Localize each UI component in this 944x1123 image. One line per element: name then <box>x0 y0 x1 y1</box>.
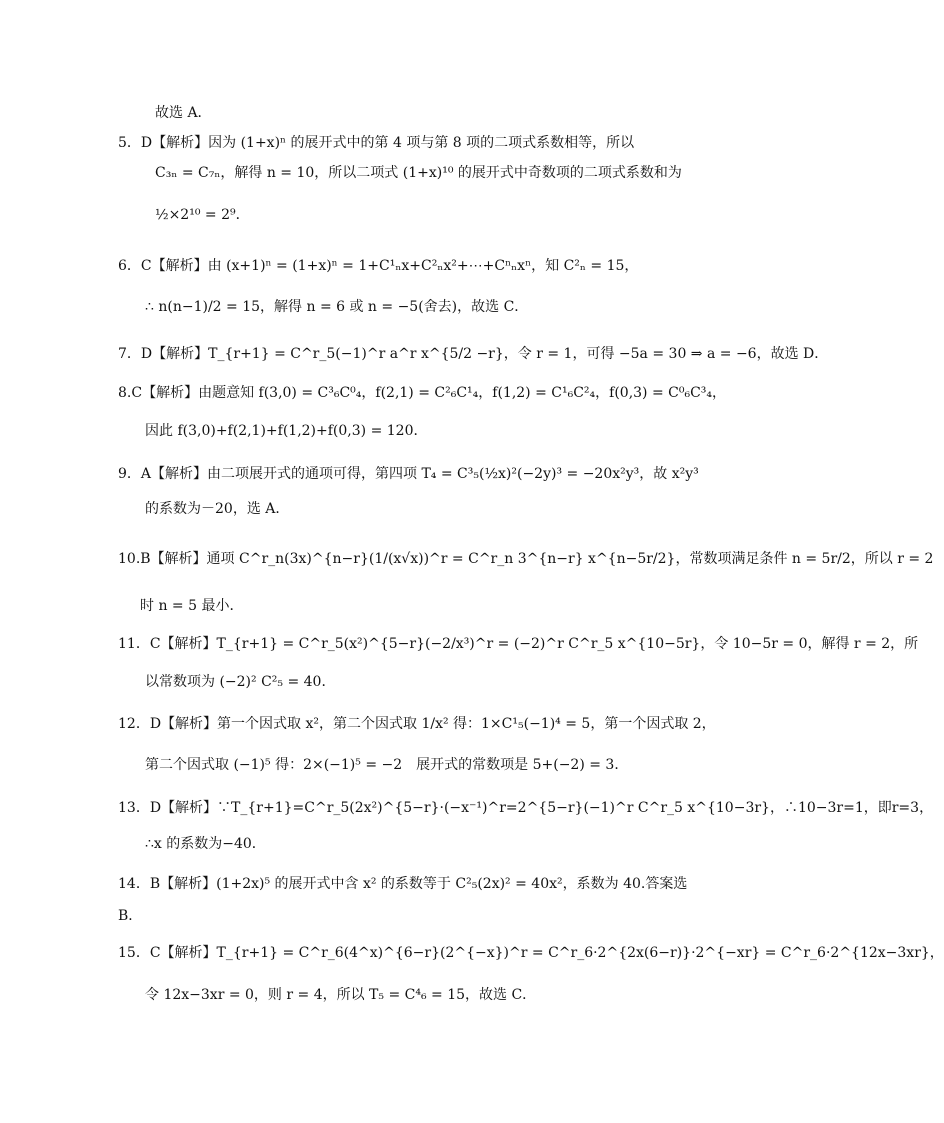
text-line: 12．D【解析】第一个因式取 x²，第二个因式取 1/x² 得：1×C¹₅(−1)⁴ = 5，第一个因式取 2， <box>118 716 716 732</box>
text-line: 以常数项为 (−2)² C²₅ = 40． <box>145 674 336 690</box>
text-line: ∴x 的系数为−40． <box>145 836 266 852</box>
text-line: 的系数为－20，选 A． <box>145 501 290 517</box>
text-line: 10.B【解析】通项 C^r_n(3x)^{n−r}(1/(x√x))^r = C^r_n 3^{n−r} x^{n−5r/2}，常数项满足条件 n = 5r/2，所以 r = 2 <box>118 551 934 567</box>
text-line: B． <box>118 908 143 924</box>
text-line: 7．D【解析】T_{r+1} = C^r_5(−1)^r a^r x^{5/2 −r}，令 r = 1，可得 −5a = 30 ⇒ a = −6，故选 D． <box>118 346 829 362</box>
text-line: 时 n = 5 最小． <box>140 598 244 614</box>
text-line: 13．D【解析】∵T_{r+1}=C^r_5(2x²)^{5−r}·(−x⁻¹)^r=2^{5−r}(−1)^r C^r_5 x^{10−3r}，∴10−3r=1，即r=3， <box>118 800 934 816</box>
text-line: C₃ₙ = C₇ₙ，解得 n = 10，所以二项式 (1+x)¹⁰ 的展开式中奇数项的二项式系数和为 <box>155 165 682 181</box>
text-line: 6．C【解析】由 (x+1)ⁿ = (1+x)ⁿ = 1+C¹ₙx+C²ₙx²+⋯+Cⁿₙxⁿ，知 C²ₙ = 15， <box>118 258 639 274</box>
text-line: 第二个因式取 (−1)⁵ 得：2×(−1)⁵ = −2 展开式的常数项是 5+(−2) = 3． <box>145 757 629 773</box>
text-line: 9．A【解析】由二项展开式的通项可得，第四项 T₄ = C³₅(½x)²(−2y)³ = −20x²y³，故 x²y³ <box>118 466 699 482</box>
text-line: 令 12x−3xr = 0，则 r = 4，所以 T₅ = C⁴₆ = 15，故选 C． <box>145 987 537 1003</box>
text-line: 15．C【解析】T_{r+1} = C^r_6(4^x)^{6−r}(2^{−x})^r = C^r_6·2^{2x(6−r)}·2^{−xr} = C^r_6·2^{12x−3xr}， <box>118 945 944 961</box>
text-line: 8.C【解析】由题意知 f(3,0) = C³₆C⁰₄，f(2,1) = C²₆C¹₄，f(1,2) = C¹₆C²₄，f(0,3) = C⁰₆C³₄， <box>118 385 727 401</box>
text-line: 故选 A． <box>155 105 212 121</box>
text-line: 5．D【解析】因为 (1+x)ⁿ 的展开式中的第 4 项与第 8 项的二项式系数相等，所以 <box>118 135 635 151</box>
text-line: 因此 f(3,0)+f(2,1)+f(1,2)+f(0,3) = 120． <box>145 423 428 439</box>
text-line: ½×2¹⁰ = 2⁹． <box>155 207 250 223</box>
text-line: 11．C【解析】T_{r+1} = C^r_5(x²)^{5−r}(−2/x³)^r = (−2)^r C^r_5 x^{10−5r}，令 10−5r = 0，解得 r = 2，所 <box>118 636 919 652</box>
text-line: 14．B【解析】(1+2x)⁵ 的展开式中含 x² 的系数等于 C²₅(2x)² = 40x²，系数为 40.答案选 <box>118 876 688 892</box>
text-line: ∴ n(n−1)/2 = 15，解得 n = 6 或 n = −5(舍去)，故选 C． <box>145 299 529 315</box>
